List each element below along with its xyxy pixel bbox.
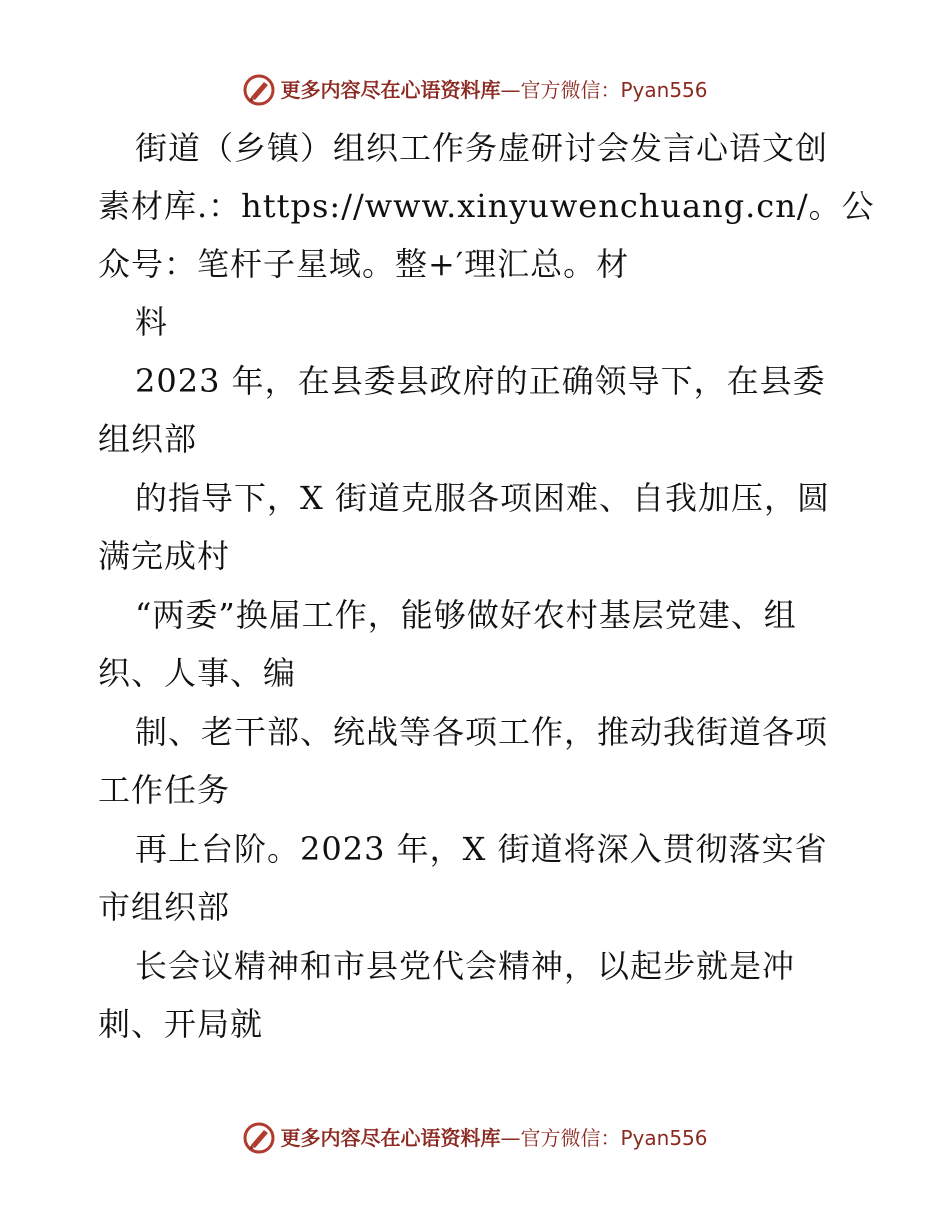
watermark-official-label: 官方微信： [520,1126,621,1150]
paragraph-line: 工作任务 [98,771,231,809]
watermark-dash: — [500,1126,521,1150]
pen-circle-logo-icon [242,73,276,107]
watermark-wechat-id: Pyan556 [620,78,708,102]
paragraph-line: “两委”换届工作，能够做好农村基层党建、组 [135,596,797,634]
paragraph-line: 组织部 [98,420,198,458]
paragraph-line: 素材库.：https://www.xinyuwenchuang.cn/。公 [98,187,875,225]
paragraph-line: 2023 年，在县委县政府的正确领导下，在县委 [135,362,826,400]
paragraph-line: 刺、开局就 [98,1005,264,1043]
watermark-text: 更多内容尽在心语资料库 [280,78,501,102]
paragraph-line: 再上台阶。2023 年，X 街道将深入贯彻落实省 [135,830,828,868]
paragraph-line: 长会议精神和市县党代会精神，以起步就是冲 [135,947,796,985]
paragraph-line: 街道（乡镇）组织工作务虚研讨会发言心语文创 [135,129,829,167]
footer-watermark [0,1118,950,1158]
paragraph-line: 满完成村 [98,537,231,575]
paragraph-line: 织、人事、编 [98,654,297,692]
watermark-dash: — [500,78,521,102]
paragraph-line: 众号：笔杆子星域。整+′理汇总。材 [98,245,630,283]
watermark-text: 更多内容尽在心语资料库 [280,1126,501,1150]
watermark-official-label: 官方微信： [520,78,621,102]
watermark-wechat-id: Pyan556 [620,1126,708,1150]
paragraph-line: 市组织部 [98,888,231,926]
paragraph-line: 的指导下，X 街道克服各项困难、自我加压，圆 [135,479,830,517]
paragraph-line: 制、老干部、统战等各项工作，推动我街道各项 [135,713,829,751]
header-watermark [0,70,950,110]
pen-circle-logo-icon [242,1121,276,1155]
paragraph-line: 料 [135,303,169,341]
